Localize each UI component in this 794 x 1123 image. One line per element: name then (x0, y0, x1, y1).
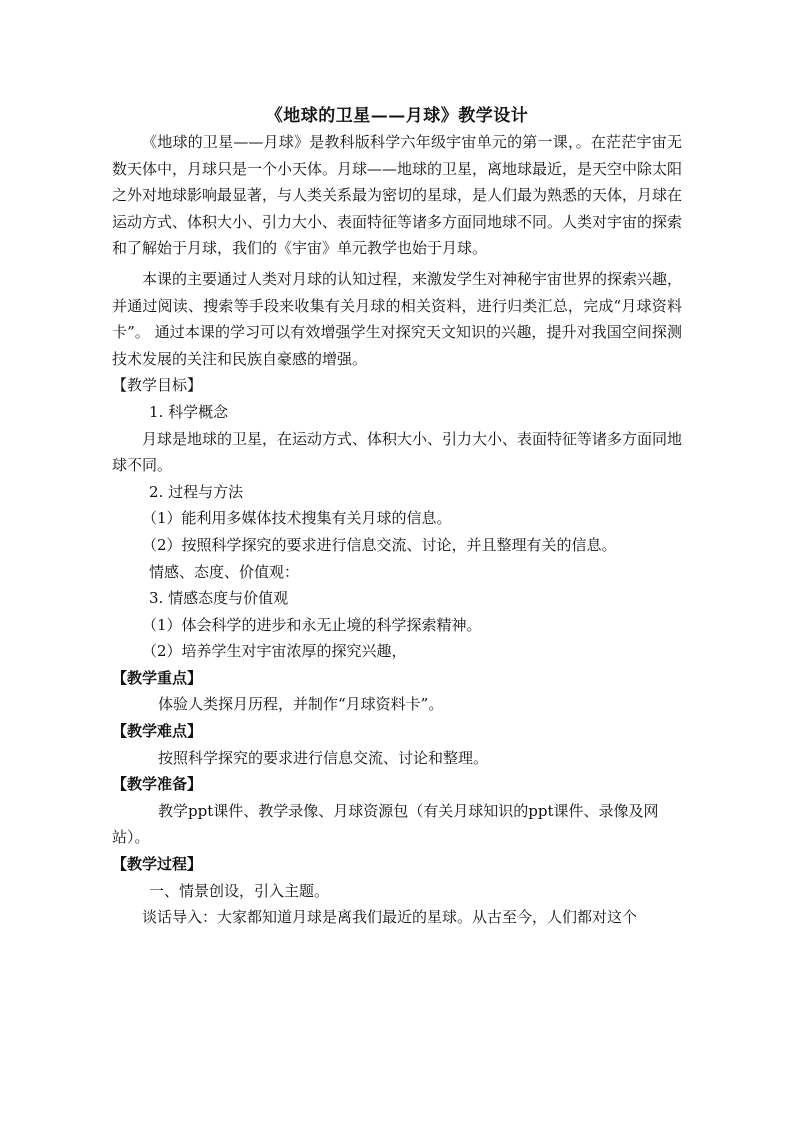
prep-heading: 【教学准备】 (112, 775, 203, 794)
process-step-1: 一、情景创设，引入主题。 (149, 881, 330, 900)
goal-3-item-2: （2）培养学生对宇宙浓厚的探究兴趣， (142, 642, 407, 661)
key-heading: 【教学重点】 (112, 668, 203, 687)
intro-paragraph-2: 本课的主要通过人类对月球的认知过程，来激发学生对神秘宇宙世界的探索兴趣，并通过阅读、搜索等手段来收集有关月球的相关资料，进行归类汇总，完成“月球资料卡”。 通过本课的学习可以有效增强学生对探究天文知识的兴趣，提升对我国空间探测技术发展的关注和民族自豪感的增强。 (112, 269, 683, 368)
goal-2-item-2: （2）按照科学探究的要求进行信息交流、讨论，并且整理有关的信息。 (142, 535, 617, 554)
difficulty-text: 按照科学探究的要求进行信息交流、讨论和整理。 (158, 748, 489, 767)
goal-3-title: 3. 情感态度与价值观 (149, 589, 289, 608)
process-step-1-text: 谈话导入：大家都知道月球是离我们最近的星球。从古至今，人们都对这个 (142, 908, 638, 927)
process-heading: 【教学过程】 (112, 855, 203, 874)
goal-2-extra: 情感、态度、价值观： (149, 562, 300, 581)
prep-text: 教学ppt课件、教学录像、月球资源包（有关月球知识的ppt课件、录像及网站）。 (112, 801, 659, 847)
document-page (112, 103, 682, 931)
goal-1-text: 月球是地球的卫星，在运动方式、体积大小、引力大小、表面特征等诸多方面同地球不同。 (112, 429, 683, 475)
key-text: 体验人类探月历程，并制作“月球资料卡”。 (158, 695, 444, 714)
goal-1-title: 1. 科学概念 (149, 402, 229, 421)
goal-3-item-1: （1）体会科学的进步和永无止境的科学探索精神。 (142, 615, 482, 634)
document-title: 《地球的卫星——月球》教学设计 (265, 106, 529, 126)
goal-2-title: 2. 过程与方法 (149, 482, 244, 501)
difficulty-heading: 【教学难点】 (112, 722, 203, 741)
intro-paragraph-1: 《地球的卫星——月球》是教科版科学六年级宇宙单元的第一课，。在茫茫宇宙无数天体中，月球只是一个小天体。月球——地球的卫星，离地球最近，是天空中除太阳之外对地球影响最显著，与人类关系最为密切的星球，是人们最为熟悉的天体，月球在运动方式、体积大小、引力大小、表面特征等诸多方面同地球不同。人类对宇宙的探索和了解始于月球，我们的《宇宙》单元教学也始于月球。 (112, 133, 683, 258)
goals-heading: 【教学目标】 (112, 376, 203, 395)
goal-2-item-1: （1）能利用多媒体技术搜集有关月球的信息。 (142, 509, 452, 528)
